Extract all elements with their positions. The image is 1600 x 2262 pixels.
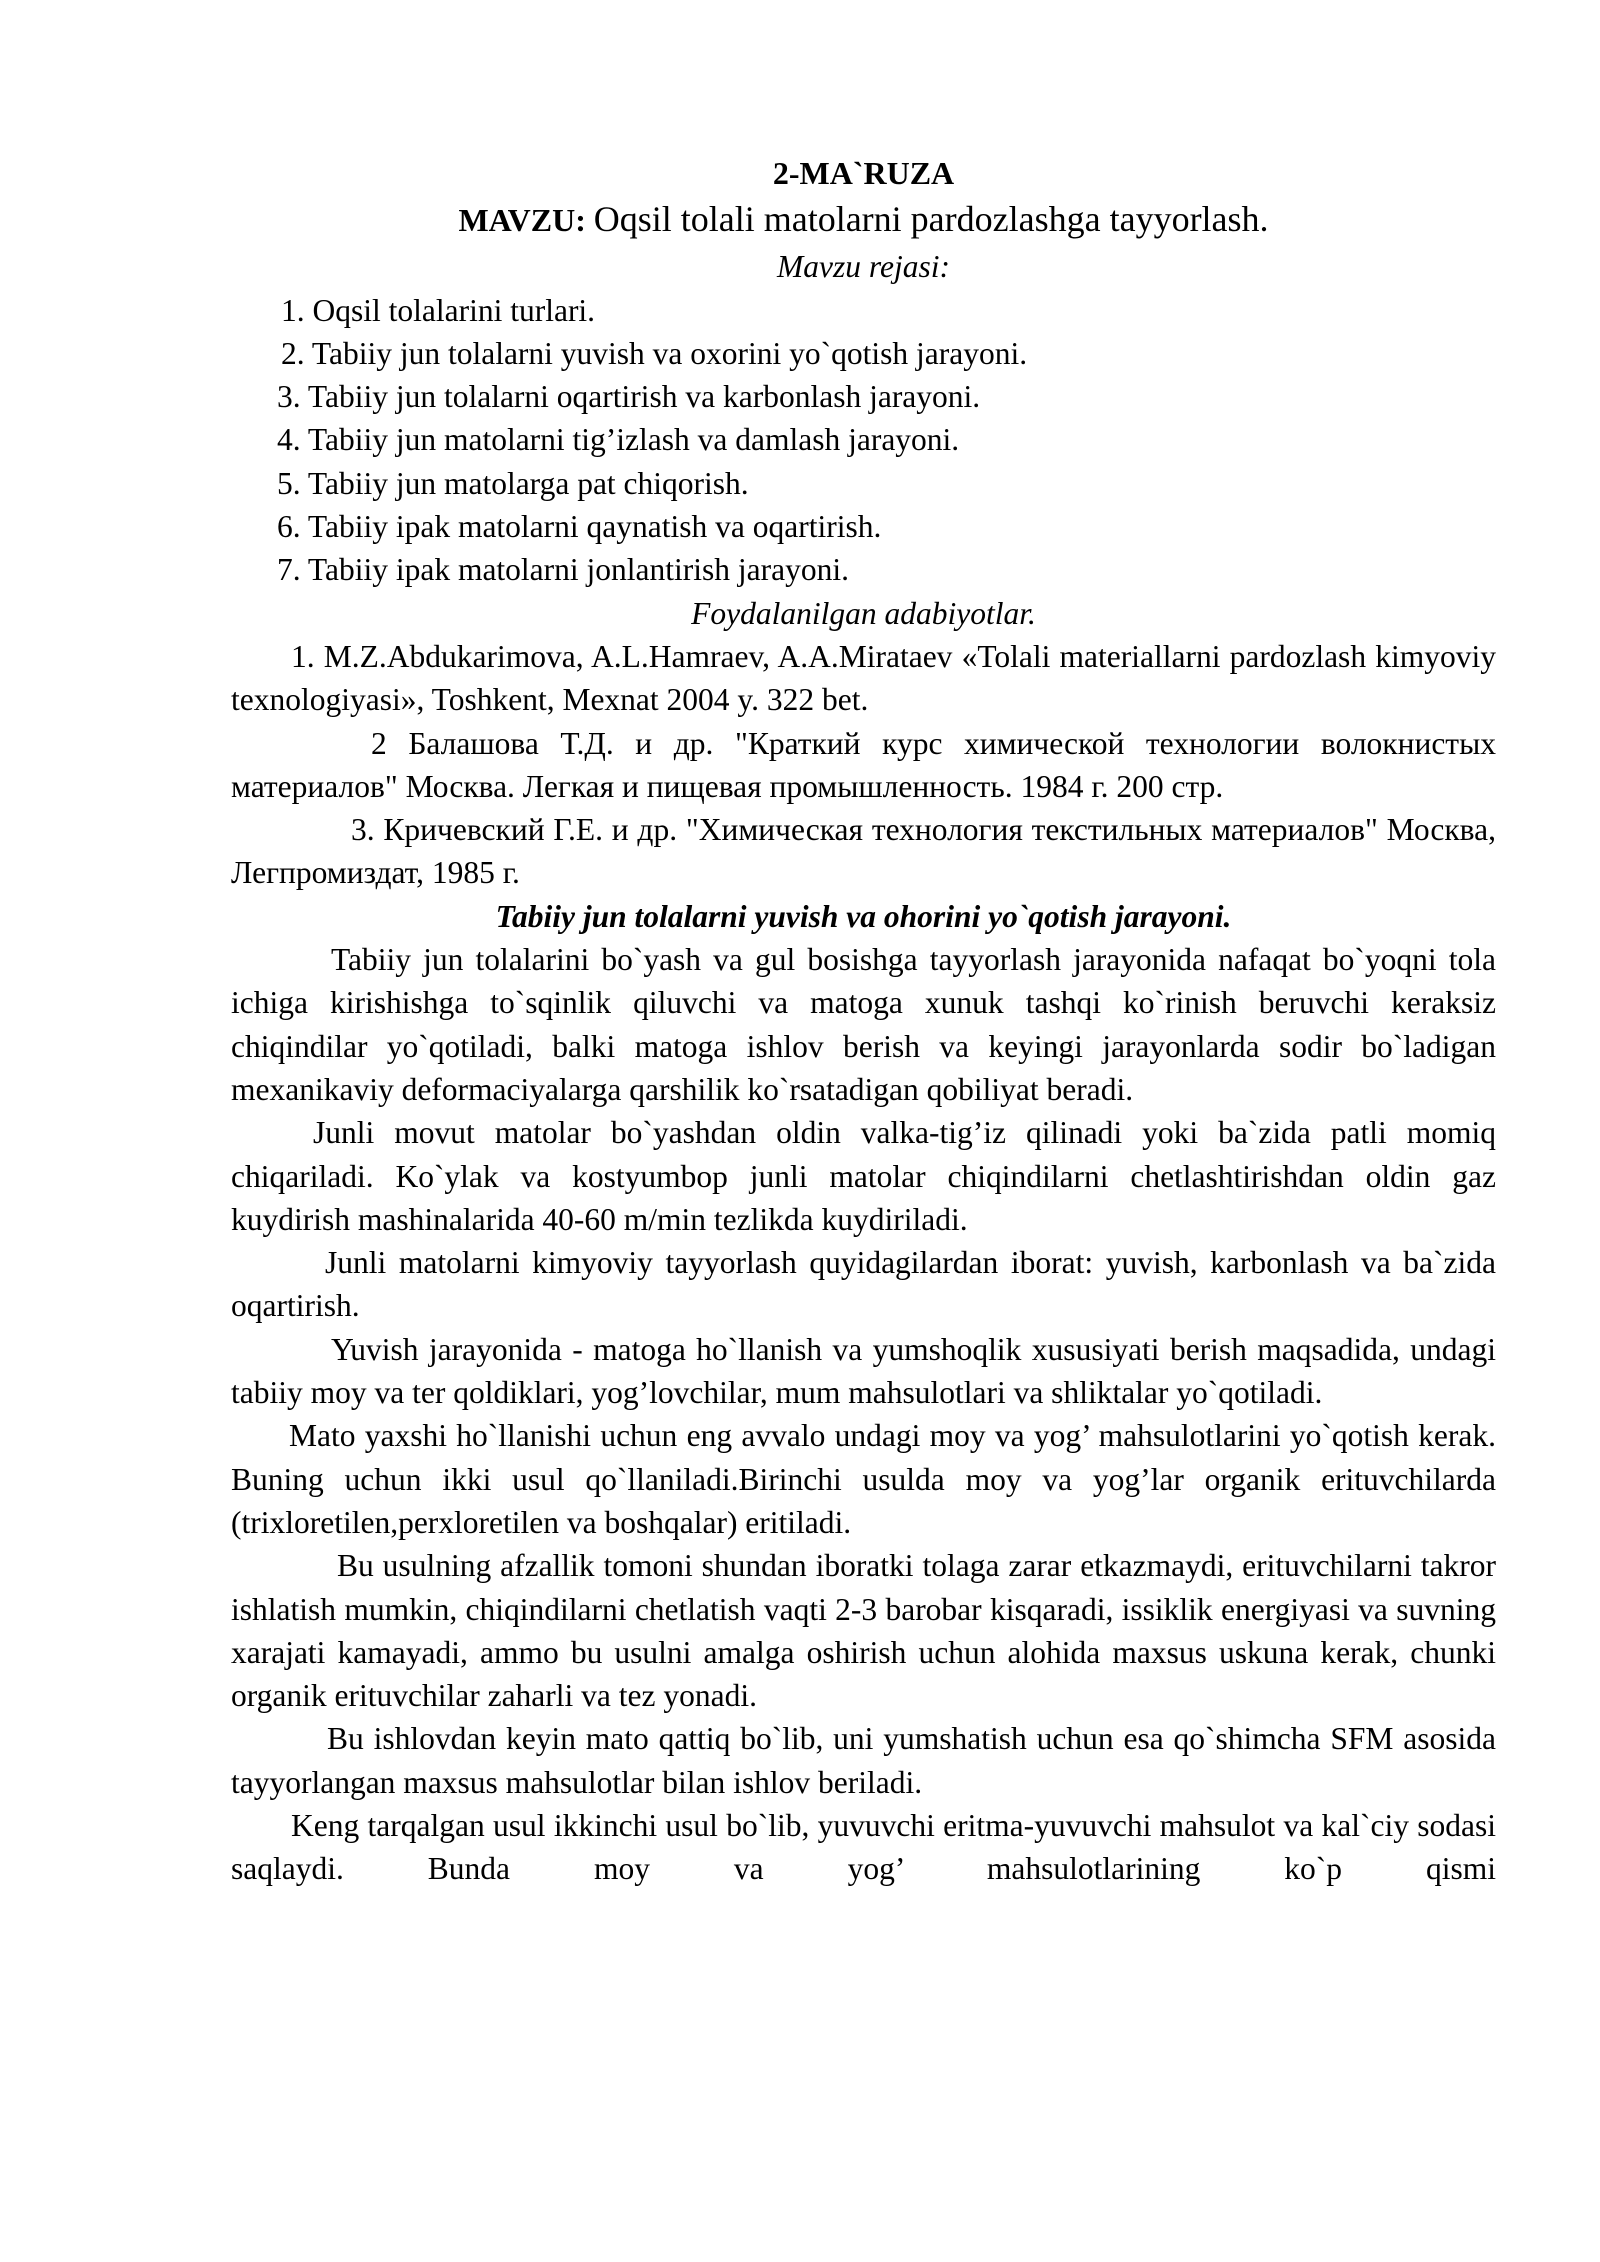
body-paragraph: Keng tarqalgan usul ikkinchi usul bo`lib, yuvuvchi eritma-yuvuvchi mahsulot va kal`ciy sodasi saqlaydi. Bunda moy va yog’ mahsulotlarining ko`p qismi — [231, 1807, 1496, 1887]
plan-item: 5. Tabiiy jun matolarga pat chiqorish. — [277, 465, 749, 501]
plan-item: 6. Tabiiy ipak matolarni qaynatish va oqartirish. — [277, 509, 882, 545]
reference-item: 2 Балашова Т.Д. и др. "Краткий курс химической технологии волокнистых материалов" Москва. Легкая и пищевая промышленность. 1984 г. 200 стр. — [231, 725, 1496, 804]
reference-item: 1. M.Z.Abdukarimova, A.L.Hamraev, A.A.Mirataev «Tolali materiallarni pardozlash kimyoviy texnologiyasi», Toshkent, Mexnat 2004 y. 322 bet. — [231, 638, 1496, 718]
plan-item: 4. Tabiiy jun matolarni tig’izlash va damlash jarayoni. — [277, 422, 960, 458]
plan-heading: Mavzu rejasi: — [777, 249, 950, 285]
references-heading: Foydalanilgan adabiyotlar. — [691, 595, 1036, 631]
lecture-title: 2-MA`RUZA — [772, 155, 955, 191]
section-heading: Tabiiy jun tolalarni yuvish va ohorini yo`qotish jarayoni. — [495, 898, 1232, 934]
body-paragraph: Tabiiy jun tolalarini bo`yash va gul bosishga tayyorlash jarayonida nafaqat bo`yoqni tola ichiga kirishishga to`sqinlik qiluvchi va matoga xunuk tashqi ko`rinish beruvchi keraksiz chiqindilar yo`qotiladi, balki matoga ishlov berish va keyingi jarayonlarda sodir bo`ladigan mexanikaviy deformaciyalarga qarshilik ko`rsatadigan qobiliyat beradi. — [231, 942, 1496, 1107]
topic-line — [231, 195, 1496, 245]
document-content — [231, 152, 1496, 1891]
topic-text: Oqsil tolali matolarni pardozlashga tayyorlash. — [593, 199, 1269, 240]
plan-list — [231, 289, 1496, 592]
plan-item: 3. Tabiiy jun tolalarni oqartirish va karbonlash jarayoni. — [277, 379, 981, 415]
body-paragraph: Junli matolarni kimyoviy tayyorlash quyidagilardan iborat: yuvish, karbonlash va ba`zida oqartirish. — [231, 1245, 1496, 1324]
reference-item: 3. Кричевский Г.Е. и др. "Химическая технология текстильных материалов" Москва, Легпромиздат, 1985 г. — [231, 812, 1496, 891]
topic-label: MAVZU: — [458, 202, 586, 239]
body-paragraph: Yuvish jarayonida - matoga ho`llanish va yumshoqlik xususiyati berish maqsadida, undagi tabiiy moy va ter qoldiklari, yog’lovchilar, mum mahsulotlari va shliktalar yo`qotiladi. — [231, 1331, 1496, 1411]
body-paragraph: Bu usulning afzallik tomoni shundan iboratki tolaga zarar etkazmaydi, erituvchilarni takror ishlatish mumkin, chiqindilarni chetlatish vaqti 2-3 barobar kisqaradi, issiklik energiyasi va suvning xarajati kamayadi, ammo bu usulni amalga oshirish uchun alohida maxsus uskuna kerak, chunki organik erituvchilar zaharli va tez yonadi. — [231, 1548, 1496, 1714]
body-paragraph: Mato yaxshi ho`llanishi uchun eng avvalo undagi moy va yog’ mahsulotlarini yo`qotish kerak. Buning uchun ikki usul qo`llaniladi.Birinchi usulda moy va yog’lar organik erituvchilarda (trixloretilen,perxloretilen va boshqalar) eritiladi. — [231, 1418, 1496, 1540]
plan-item: 2. Tabiiy jun tolalarni yuvish va oxorini yo`qotish jarayoni. — [281, 335, 1028, 371]
plan-item: 1. Oqsil tolalarini turlari. — [281, 292, 596, 328]
plan-item: 7. Tabiiy ipak matolarni jonlantirish jarayoni. — [277, 552, 849, 588]
body-paragraph: Junli movut matolar bo`yashdan oldin valka-tig’iz qilinadi yoki ba`zida patli momiq chiqariladi. Ko`ylak va kostyumbop junli matolar chiqindilarni chetlashtirishdan oldin gaz kuydirish mashinalarida 40-60 m/min tezlikda kuydiriladi. — [231, 1115, 1496, 1237]
body-paragraph: Bu ishlovdan keyin mato qattiq bo`lib, uni yumshatish uchun esa qo`shimcha SFM asosida tayyorlangan maxsus mahsulotlar bilan ishlov beriladi. — [231, 1721, 1496, 1800]
